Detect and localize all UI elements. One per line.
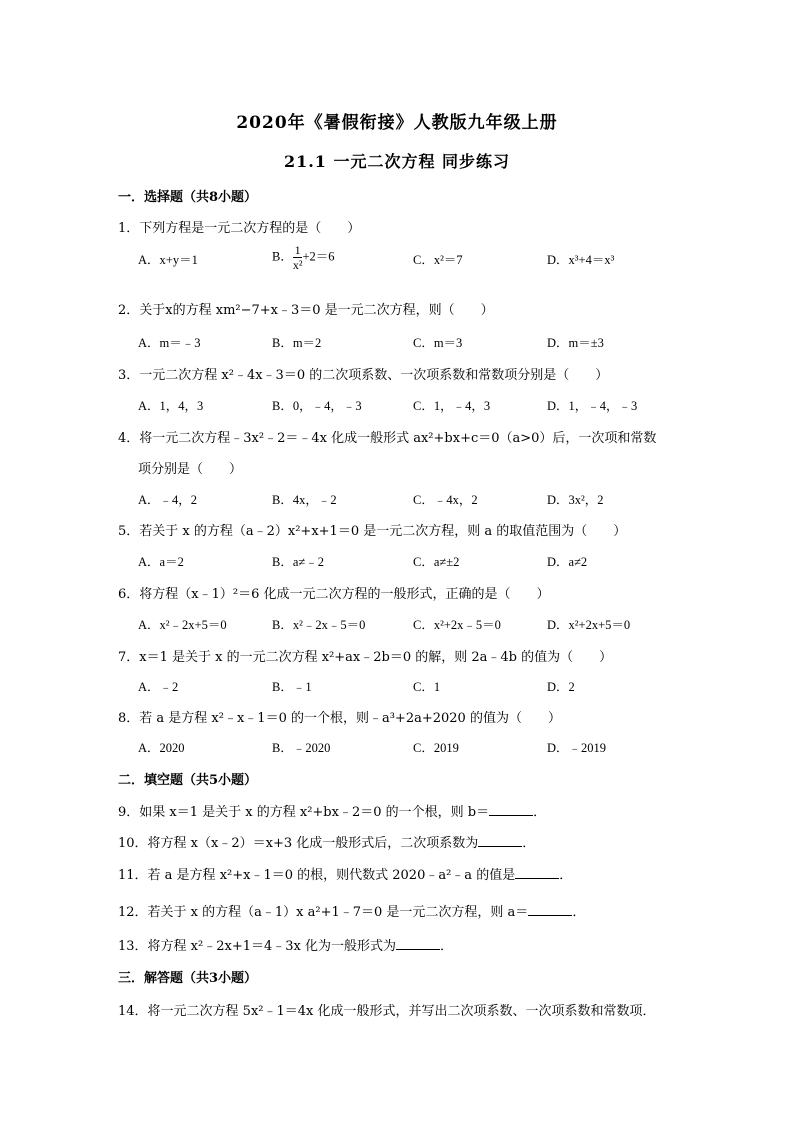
q2-option-b: B．m＝2: [272, 336, 322, 350]
q8-option-d: D．﹣2019: [547, 741, 607, 755]
end-mark: ．: [522, 836, 536, 851]
q2-option-a: A．m＝﹣3: [138, 336, 201, 350]
q1-option-b: [272, 243, 335, 272]
q1-option-d: D．x³+4＝x³: [547, 253, 615, 267]
question-5-stem: 5．若关于 x 的方程（a﹣2）x²+x+1＝0 是一元二次方程，则 a 的取值范围为（ ）: [118, 524, 627, 539]
question-10-text: 10．将方程 x（x﹣2）＝x+3 化成一般形式后，二次项系数为: [118, 836, 479, 851]
q4-option-d: D．3x²，2: [547, 493, 604, 507]
q3-option-c: C．1，﹣4，3: [413, 399, 491, 413]
q4-option-a: A．﹣4，2: [138, 493, 198, 507]
q5-option-b: B．a≠﹣2: [272, 555, 324, 569]
end-mark: ．: [440, 939, 454, 954]
q6-option-a: A．x²﹣2x+5＝0: [138, 618, 227, 632]
question-14-stem: 14．将一元二次方程 5x²﹣1＝4x 化成一般形式，并写出二次项系数、一次项系数和常数项．: [118, 1004, 656, 1019]
q6-option-b: B．x²﹣2x﹣5＝0: [272, 618, 366, 632]
question-6-stem: 6．将方程（x﹣1）²＝6 化成一元二次方程的一般形式，正确的是（ ）: [118, 587, 550, 602]
answer-blank: [396, 938, 440, 950]
question-4-stem-cont: 项分别是（ ）: [138, 462, 243, 477]
q8-option-a: A．2020: [138, 741, 185, 755]
q1-option-b-rest: +2＝6: [302, 249, 335, 264]
q7-option-a: A．﹣2: [138, 680, 179, 694]
question-9-text: 9．如果 x＝1 是关于 x 的方程 x²+bx﹣2＝0 的一个根，则 b＝: [118, 805, 490, 820]
question-7-stem: 7．x＝1 是关于 x 的一元二次方程 x²+ax﹣2b＝0 的解，则 2a﹣4b 的值为（ ）: [118, 650, 613, 665]
q3-option-b: B．0，﹣4，﹣3: [272, 399, 362, 413]
q6-option-c: C．x²+2x﹣5＝0: [413, 618, 501, 632]
q7-option-b: B．﹣1: [272, 680, 312, 694]
question-12: [118, 901, 585, 920]
section-heading-choice: 一．选择题（共8小题）: [118, 190, 258, 205]
question-13: [118, 935, 453, 954]
question-8-stem: 8．若 a 是方程 x²﹣x﹣1＝0 的一个根，则﹣a³+2a+2020 的值为（ ）: [118, 711, 561, 726]
section-heading-solve: 三．解答题（共3小题）: [118, 971, 258, 986]
answer-blank: [528, 904, 572, 916]
q4-option-b: B．4x，﹣2: [272, 493, 337, 507]
fraction-numerator: 1: [294, 243, 301, 257]
answer-blank: [515, 867, 559, 879]
question-3-stem: 3．一元二次方程 x²﹣4x﹣3＝0 的二次项系数、一次项系数和常数项分别是（ ）: [118, 368, 609, 383]
question-11: [118, 864, 572, 883]
document-subtitle: 21.1 一元二次方程 同步练习: [283, 152, 511, 171]
question-4-stem: 4．将一元二次方程﹣3x²﹣2＝﹣4x 化成一般形式 ax²+bx+c＝0（a>0）后，一次项和常数: [118, 431, 657, 446]
q8-option-c: C．2019: [413, 741, 459, 755]
question-2-stem: 2．关于x的方程 xm²−7+x﹣3＝0 是一元二次方程，则（ ）: [118, 303, 494, 318]
q8-option-b: B．﹣2020: [272, 741, 331, 755]
q1-option-a: A．x+y＝1: [138, 253, 198, 267]
question-10: [118, 832, 535, 851]
q3-option-d: D．1，﹣4，﹣3: [547, 399, 638, 413]
fraction-denominator: x²: [292, 258, 303, 272]
q3-option-a: A．1，4，3: [138, 399, 204, 413]
q2-option-c: C．m＝3: [413, 336, 463, 350]
q6-option-d: D．x²+2x+5＝0: [547, 618, 631, 632]
document-title: 2020年《暑假衔接》人教版九年级上册: [236, 113, 558, 133]
end-mark: ．: [559, 868, 573, 883]
question-11-text: 11．若 a 是方程 x²+x﹣1＝0 的根，则代数式 2020﹣a²﹣a 的值是: [118, 868, 516, 883]
section-heading-fill: 二．填空题（共5小题）: [118, 773, 258, 788]
q5-option-c: C．a≠±2: [413, 555, 460, 569]
q4-option-c: C．﹣4x，2: [413, 493, 478, 507]
end-mark: ．: [572, 905, 586, 920]
answer-blank: [478, 835, 522, 847]
q2-option-d: D．m＝±3: [547, 336, 604, 350]
q7-option-d: D．2: [547, 680, 575, 694]
answer-blank: [489, 804, 533, 816]
question-13-text: 13．将方程 x²﹣2x+1＝4﹣3x 化为一般形式为: [118, 939, 396, 954]
q5-option-a: A．a＝2: [138, 555, 184, 569]
q1-option-c: C．x²＝7: [413, 253, 463, 267]
q1-option-b-label: B．: [272, 249, 293, 264]
question-9: [118, 801, 546, 820]
q5-option-d: D．a≠2: [547, 555, 588, 569]
question-1-stem: 1．下列方程是一元二次方程的是（ ）: [118, 221, 361, 236]
fraction: [293, 243, 303, 272]
question-12-text: 12．若关于 x 的方程（a﹣1）x a²+1﹣7＝0 是一元二次方程，则 a＝: [118, 905, 529, 920]
end-mark: ．: [533, 805, 547, 820]
q7-option-c: C．1: [413, 680, 441, 694]
